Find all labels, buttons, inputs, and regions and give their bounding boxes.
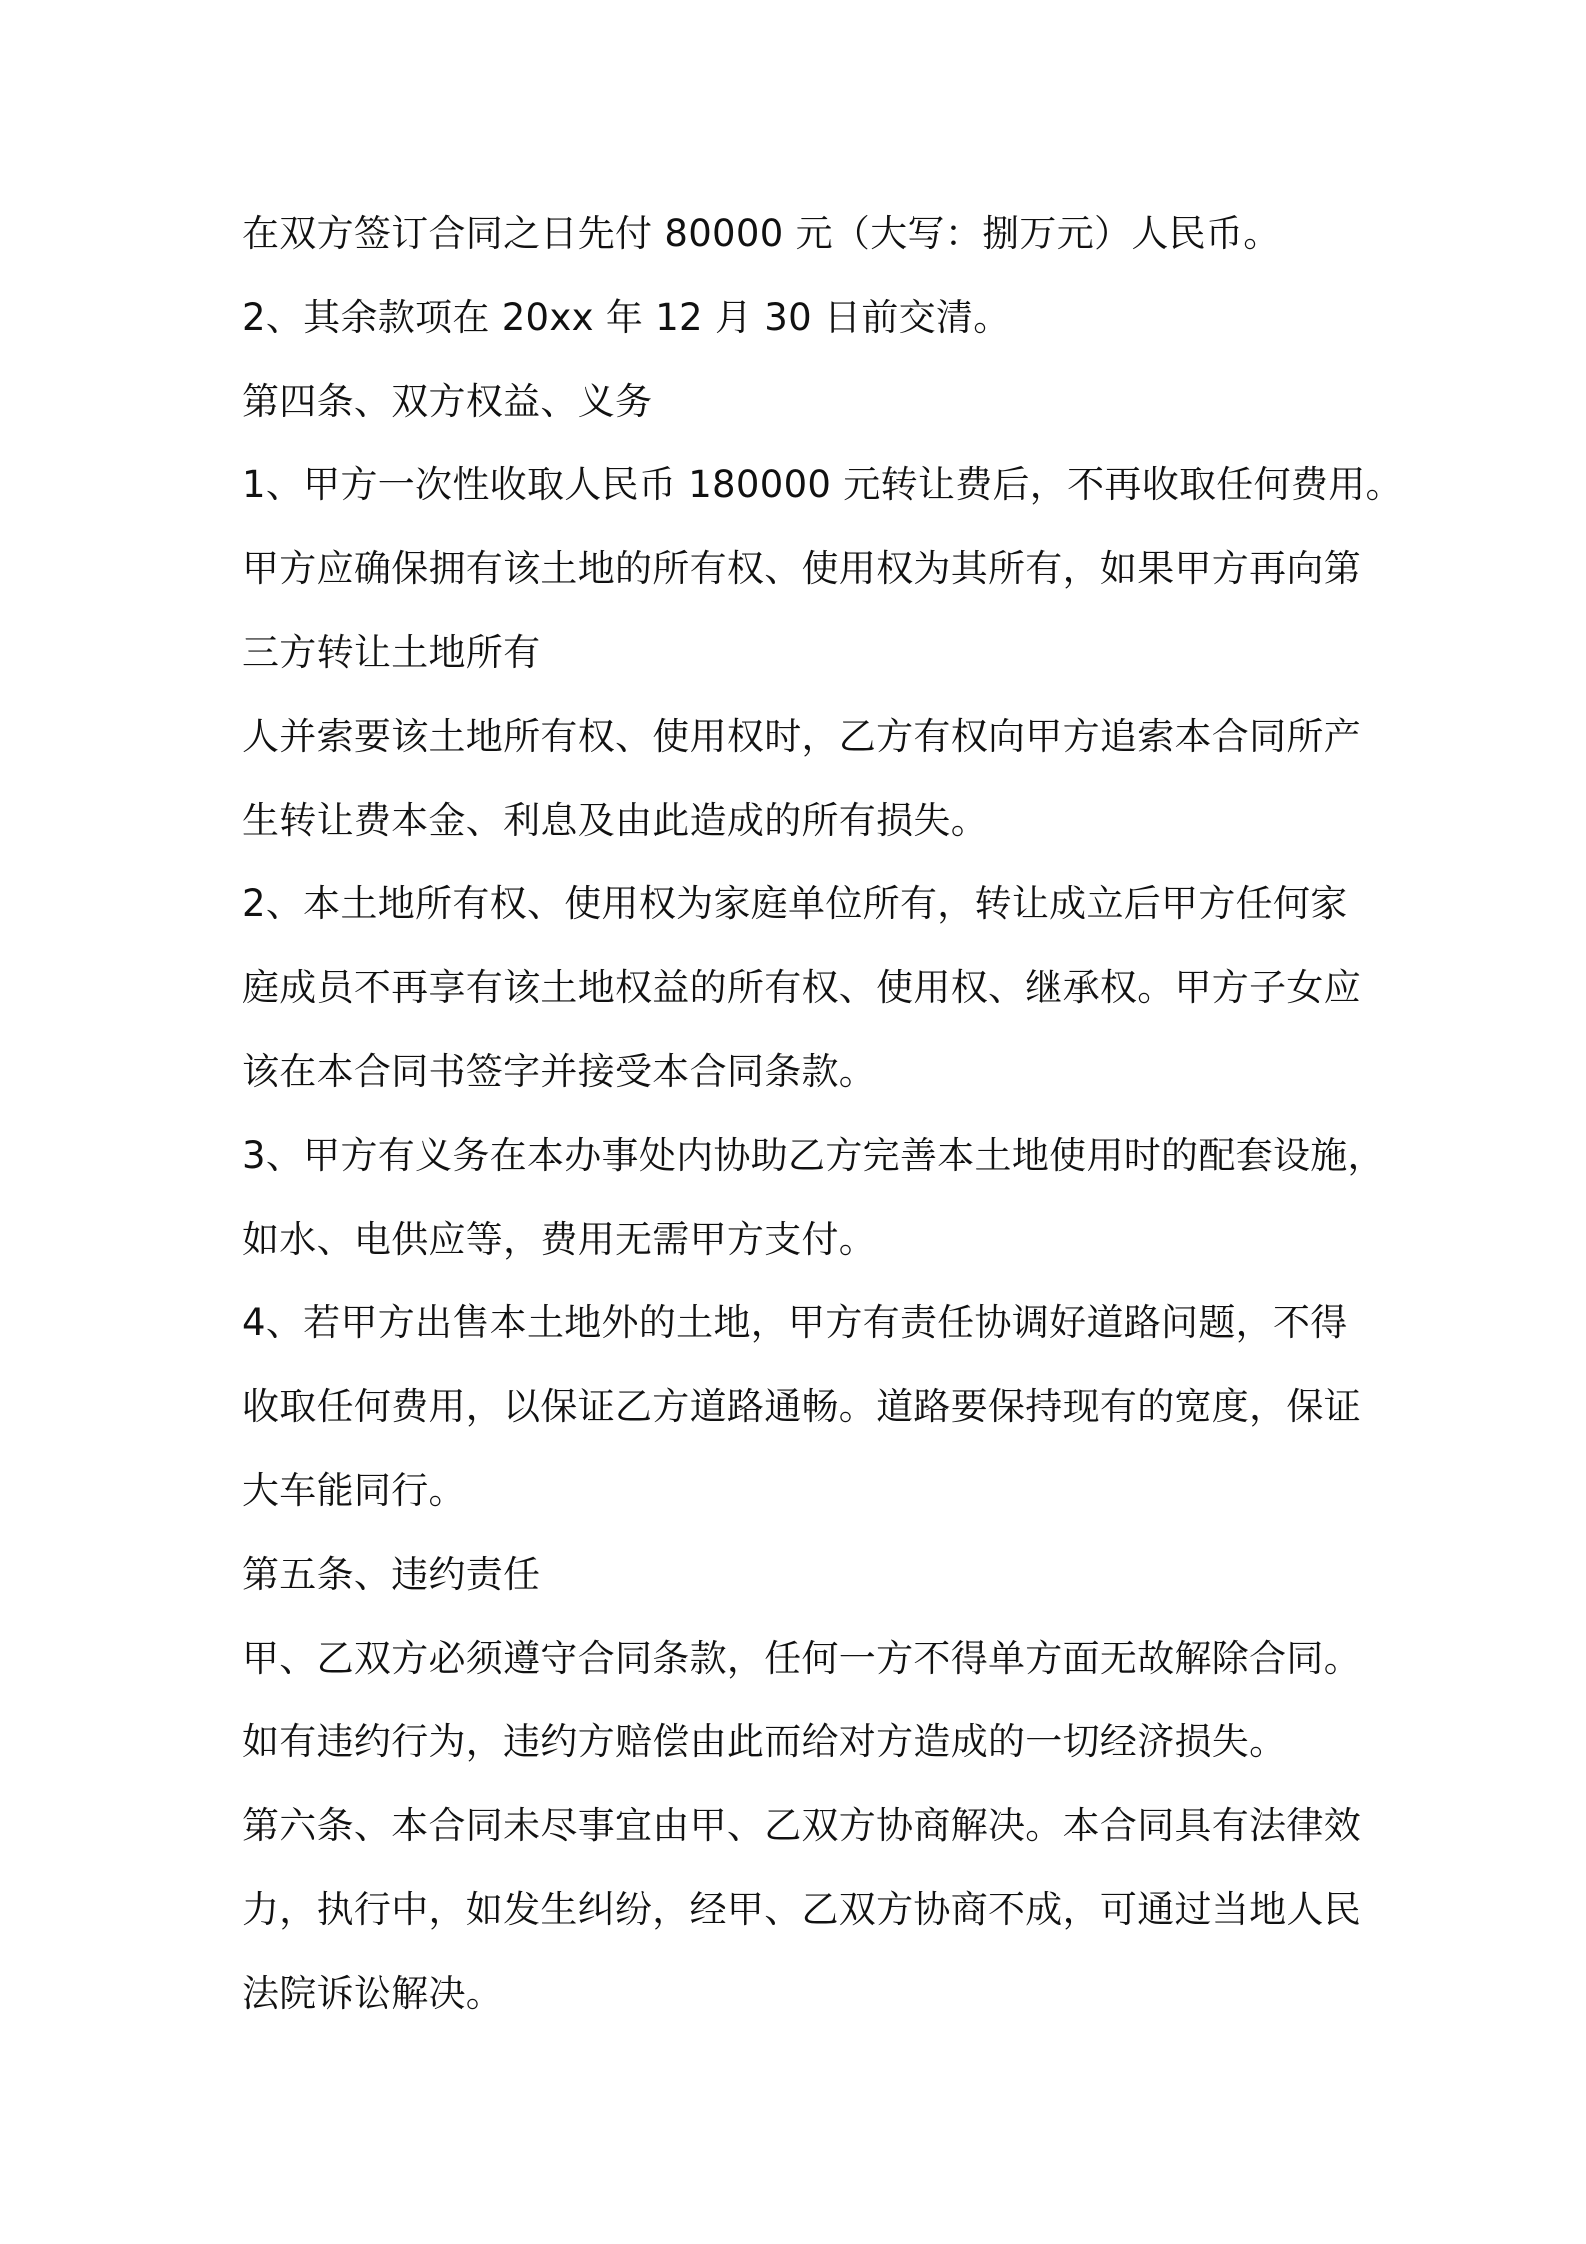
text-line: 人并索要该土地所有权、使用权时，乙方有权向甲方追索本合同所产 — [242, 714, 1361, 758]
text-line: 2、本土地所有权、使用权为家庭单位所有，转让成立后甲方任何家 — [242, 882, 1348, 926]
text-line: 第六条、本合同未尽事宜由甲、乙双方协商解决。本合同具有法律效 — [242, 1804, 1361, 1848]
text-line: 三方转让土地所有 — [242, 630, 541, 674]
text-line: 2、其余款项在 20xx 年 12 月 30 日前交清。 — [242, 295, 1011, 339]
text-line: 法院诉讼解决。 — [242, 1971, 504, 2015]
section-heading: 第五条、违约责任 — [242, 1552, 541, 1596]
section-heading: 第四条、双方权益、义务 — [242, 379, 653, 423]
text-line: 在双方签订合同之日先付 80000 元（大写：捌万元）人民币。 — [242, 212, 1281, 255]
text-line: 该在本合同书签字并接受本合同条款。 — [242, 1049, 877, 1093]
text-line: 大车能同行。 — [242, 1468, 466, 1512]
text-line: 3、甲方有义务在本办事处内协助乙方完善本土地使用时的配套设施， — [242, 1133, 1385, 1177]
text-line: 收取任何费用，以保证乙方道路通畅。道路要保持现有的宽度，保证 — [242, 1385, 1361, 1429]
text-line: 庭成员不再享有该土地权益的所有权、使用权、继承权。甲方子女应 — [242, 966, 1361, 1010]
text-line: 如有违约行为，违约方赔偿由此而给对方造成的一切经济损失。 — [242, 1720, 1287, 1764]
text-line: 生转让费本金、利息及由此造成的所有损失。 — [242, 798, 988, 842]
text-line: 1、甲方一次性收取人民币 180000 元转让费后，不再收取任何费用。 — [242, 463, 1403, 507]
text-line: 甲、乙双方必须遵守合同条款，任何一方不得单方面无故解除合同。 — [242, 1636, 1361, 1680]
document-body — [242, 192, 1403, 2036]
text-line: 力，执行中，如发生纠纷，经甲、乙双方协商不成，可通过当地人民 — [242, 1887, 1361, 1931]
text-line: 甲方应确保拥有该土地的所有权、使用权为其所有，如果甲方再向第 — [242, 547, 1361, 591]
text-line: 4、若甲方出售本土地外的土地，甲方有责任协调好道路问题，不得 — [242, 1301, 1348, 1345]
text-line: 如水、电供应等，费用无需甲方支付。 — [242, 1217, 877, 1261]
